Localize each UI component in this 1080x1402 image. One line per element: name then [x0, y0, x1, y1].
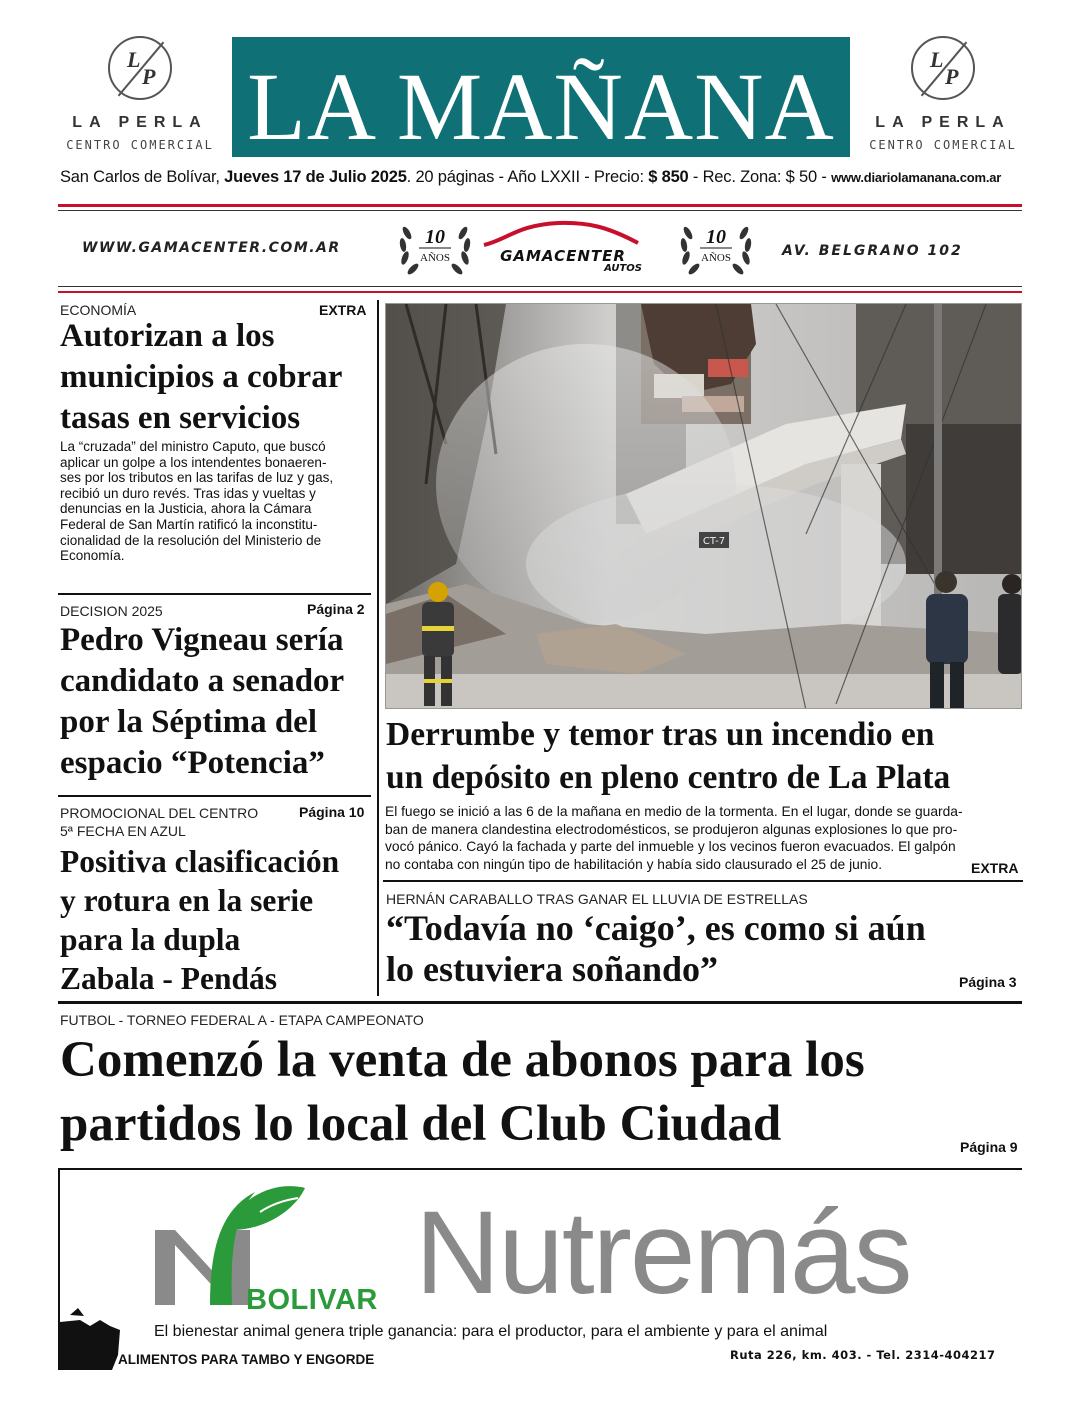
fire-collapse-photo [385, 303, 1022, 709]
issue-date: Jueves 17 de Julio 2025 [224, 168, 407, 186]
main-headline[interactable]: Derrumbe y temor tras un incendio en un depósito en pleno centro de La Plata [386, 716, 951, 796]
gamacenter-logo: GAMACENTER AUTOS [478, 217, 648, 279]
masthead-red-rule [58, 204, 1022, 207]
page-reference: Página 2 [307, 601, 365, 617]
column-divider [377, 300, 379, 996]
story-kicker: DECISION 2025 [60, 603, 163, 619]
page-reference: Página 10 [299, 804, 365, 820]
masthead-thin-rule [58, 210, 1022, 211]
photo-illustration [386, 304, 1022, 709]
ad-contact: Ruta 226, km. 403. - Tel. 2314-404217 [730, 1348, 996, 1362]
section-divider [58, 1001, 1022, 1004]
svg-text:10: 10 [706, 226, 726, 248]
story-kicker: ECONOMÍA [60, 302, 137, 318]
story-divider [58, 795, 371, 797]
quote-headline[interactable]: “Todavía no ‘caigo’, es como si aún lo estuviera soñando” [386, 908, 926, 989]
la-perla-subtitle: CENTRO COMERCIAL [66, 138, 214, 152]
brand-sub: BOLIVAR [246, 1284, 378, 1316]
nutremas-advertisement[interactable] [58, 1168, 1022, 1370]
page-reference: EXTRA [319, 302, 367, 318]
anniversary-laurel-icon [676, 213, 756, 283]
story-divider [383, 880, 1023, 882]
anniversary-laurel-icon [395, 213, 475, 283]
band-red-rule [58, 291, 1022, 293]
la-perla-logo-left [50, 36, 230, 152]
price: $ 850 [648, 168, 689, 186]
story-kicker: HERNÁN CARABALLO TRAS GANAR EL LLUVIA DE ESTRELLAS [386, 891, 808, 907]
page-reference: EXTRA [971, 860, 1019, 876]
story-headline[interactable]: Pedro Vigneau sería candidato a senador por la Séptima del espacio “Potencia” [60, 622, 345, 781]
dateline: San Carlos de Bolívar, Jueves 17 de Julio 2025. 20 páginas - Año LXXII - Precio: $ 850 - Rec. Zona: $ 50 - www.diariolamanana.com.ar [60, 168, 1002, 186]
main-story-body: El fuego se inició a las 6 de la mañana en medio de la tormenta. En el lugar, donde se guarda- ban de manera clandestina electrodomésticos, se produjeron algunas explosiones lo que pro- vocó pánico. Cayó la fachada y parte del inmueble y los vecinos fueron evacuados. El galpón no contaba con ningún tipo de habilitación y había sido clausurado el 25 de junio. [385, 804, 963, 872]
story-headline[interactable]: Autorizan a los municipios a cobrar tasas en servicios [60, 318, 343, 436]
gamacenter-website[interactable]: WWW.GAMACENTER.COM.AR [82, 240, 341, 256]
ad-product: ALIMENTOS PARA TAMBO Y ENGORDE [118, 1352, 375, 1367]
svg-text:AÑOS: AÑOS [701, 252, 731, 264]
svg-text:10: 10 [425, 226, 445, 248]
la-perla-emblem-icon: L P [108, 36, 172, 100]
gamacenter-address: AV. BELGRANO 102 [782, 243, 963, 259]
car-silhouette-icon [478, 217, 648, 249]
page-reference: Página 3 [959, 974, 1017, 990]
svg-text:AÑOS: AÑOS [420, 252, 450, 264]
brand-name: Nutremás [415, 1187, 911, 1319]
cow-icon [60, 1308, 120, 1370]
story-body: La “cruzada” del ministro Caputo, que buscó aplicar un golpe a los intendentes bonaeren- ses por los tributos en las tarifas de luz y gas, recibió un duro revés. Tras idas y vueltas y denuncias en la Justicia, ahora la Cámara Federal de San Martín ratificó la inconstitu- cionalidad de la resolución del Ministerio de Economía. [60, 439, 334, 564]
bottom-headline[interactable]: Comenzó la venta de abonos para los partidos lo local del Club Ciudad [60, 1032, 865, 1152]
la-perla-logo-right [853, 36, 1033, 152]
band-thin-rule [58, 286, 1022, 287]
story-headline[interactable]: Positiva clasificación y rotura en la serie para la dupla Zabala - Pendás [60, 844, 340, 996]
story-kicker: PROMOCIONAL DEL CENTRO [60, 805, 259, 821]
la-perla-name: LA PERLA [72, 114, 208, 131]
svg-text:CT-7: CT-7 [702, 536, 726, 547]
story-divider [58, 593, 371, 595]
newspaper-title: LA MAÑANA [247, 53, 835, 160]
la-perla-name: LA PERLA [875, 114, 1011, 131]
website-link[interactable]: www.diariolamanana.com.ar [831, 170, 1002, 185]
la-perla-emblem-icon: L P [911, 36, 975, 100]
ad-tagline: El bienestar animal genera triple ganancia: para el productor, para el ambiente y para el animal [154, 1323, 828, 1340]
story-kicker: FUTBOL - TORNEO FEDERAL A - ETAPA CAMPEONATO [60, 1012, 424, 1028]
page-reference: Página 9 [960, 1139, 1018, 1155]
story-kicker-secondary: 5ª FECHA EN AZUL [60, 823, 186, 839]
newspaper-title-box [232, 37, 850, 160]
la-perla-subtitle: CENTRO COMERCIAL [869, 138, 1017, 152]
